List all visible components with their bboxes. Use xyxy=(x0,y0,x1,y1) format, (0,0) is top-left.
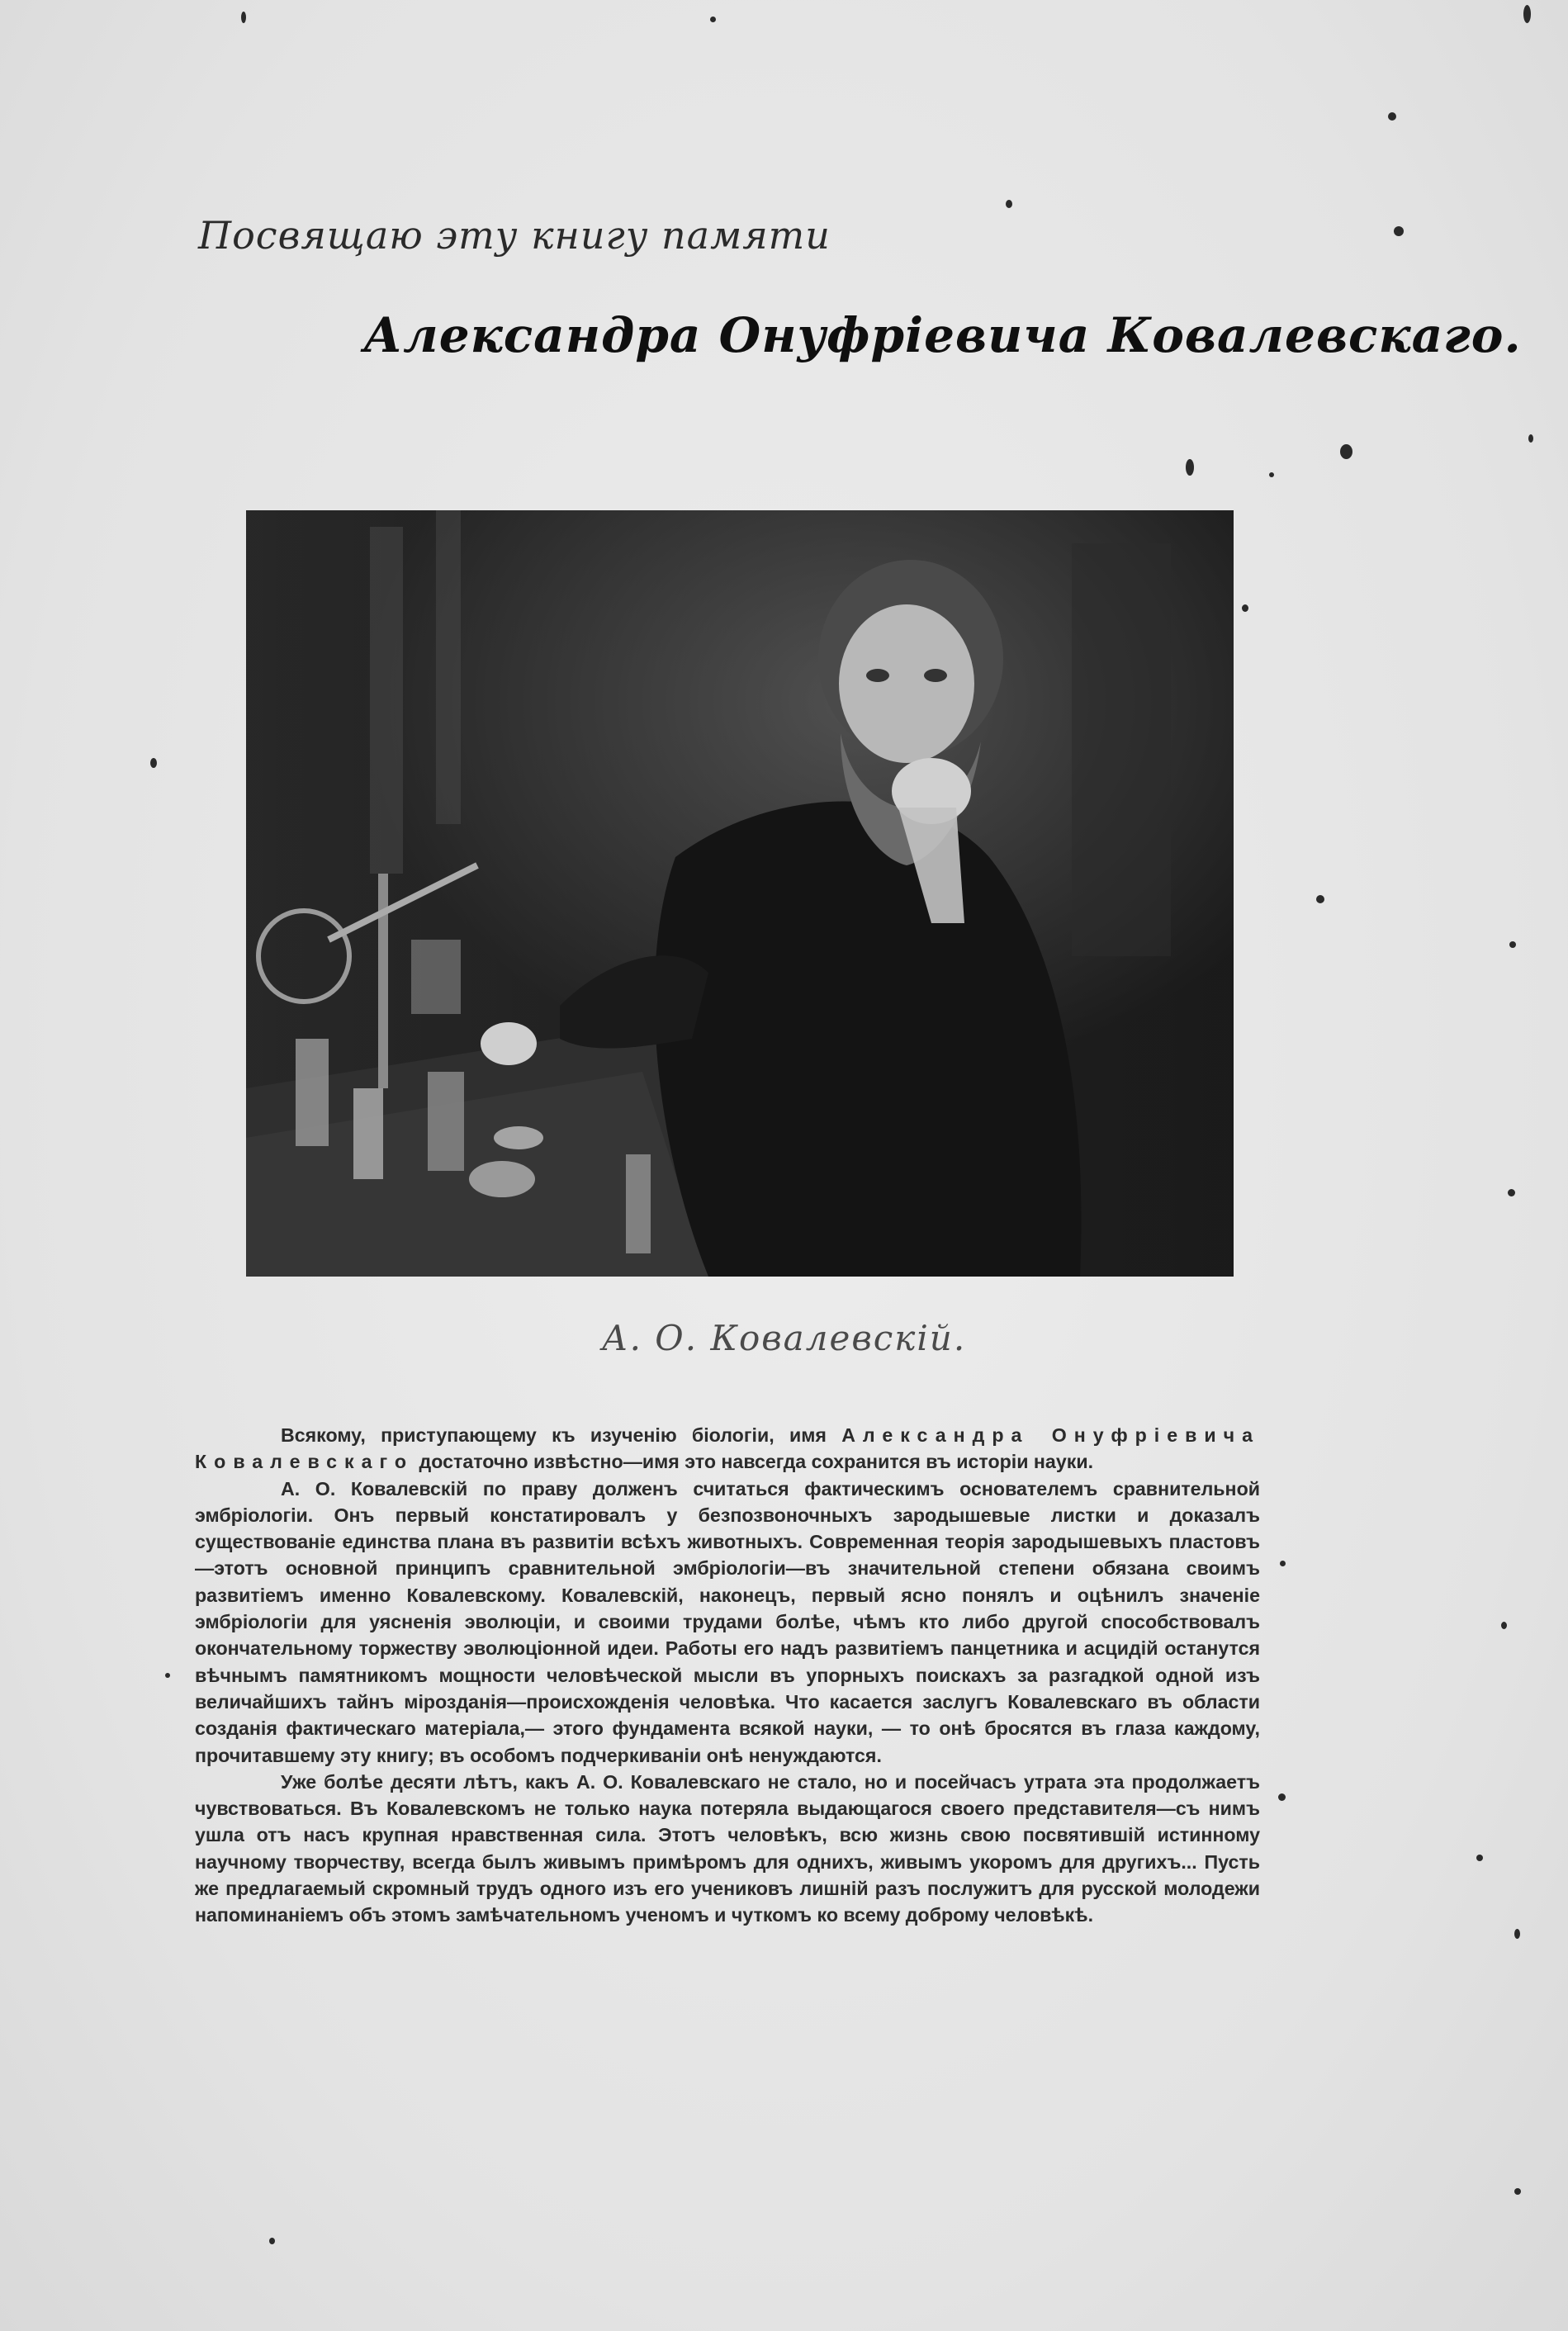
scan-speck xyxy=(1280,1561,1286,1566)
scan-speck xyxy=(1186,459,1194,476)
paragraph-intro-start: Всякому, приступающему къ изученію біологіи, имя xyxy=(281,1424,842,1446)
scan-speck xyxy=(1269,472,1274,477)
scan-speck xyxy=(1514,1929,1520,1939)
scan-speck xyxy=(241,12,246,23)
portrait-photo-icon xyxy=(246,510,1234,1277)
scan-speck xyxy=(269,2238,275,2244)
spaced-name: Александра Онуфріевича Ковалевскаго xyxy=(195,1424,1260,1473)
scan-speck xyxy=(1501,1622,1507,1629)
scan-speck xyxy=(1394,226,1404,236)
scan-speck xyxy=(1388,112,1396,121)
paragraph-legacy: Уже болѣе десяти лѣтъ, какъ А. О. Ковалевскаго не стало, но и посейчасъ утрата эта продолжаетъ чувствоваться. Въ Ковалевскомъ не только наука потеряла выдающагося своего представителя—съ нимъ ушла отъ насъ крупная нравственная сила. Этотъ человѣкъ, всю жизнь свою посвятившій истинному научному творчеству, всегда былъ живымъ примѣромъ для однихъ, живымъ укоромъ для другихъ... Пусть же предлагаемый скромный трудъ одного изъ его учениковъ лишній разъ послужитъ для русской молодежи напоминаніемъ объ этомъ замѣчательномъ ученомъ и чуткомъ ко всему доброму человѣкѣ. xyxy=(195,1770,1260,1926)
scan-speck xyxy=(1514,2188,1521,2195)
scan-speck xyxy=(150,758,157,768)
paragraph-contributions: А. О. Ковалевскій по праву долженъ считаться фактическимъ основателемъ сравнительной эмбріологіи. Онъ первый констатировалъ у безпозвоночныхъ зародышевые листки и доказалъ существованіе единства плана въ развитіи всѣхъ животныхъ. Современная теорія зародышевыхъ пластовъ—этотъ основной принципъ сравнительной эмбріологіи—въ значительной степени обязана своимъ развитіемъ именно Ковалевскому. Ковалевскій, наконецъ, первый ясно понялъ и оцѣнилъ значеніе эмбріологіи для уясненія эволюціи, и своими трудами болѣе, чѣмъ кто либо другой способствовалъ окончательному торжеству эволюціонной идеи. Работы его надъ развитіемъ панцетника и асцидій останутся вѣчнымъ памятникомъ мощности человѣческой мысли въ упорныхъ поискахъ за разгадкой одной изъ величайшихъ тайнъ мірозданія—происхожденія человѣка. Что касается заслугъ Ковалевскаго въ области созданія фактическаго матеріала,— этого фундамента всякой науки, — то онѣ бросятся въ глаза каждому, прочитавшему эту книгу; въ особомъ подчеркиваніи онѣ ненуждаются. xyxy=(195,1477,1260,1766)
scan-speck xyxy=(1528,434,1533,443)
scan-speck xyxy=(1006,200,1012,208)
scan-speck xyxy=(1523,5,1531,23)
scan-speck xyxy=(1476,1855,1483,1861)
dedication-honoree: Александра Онуфріевича Ковалевскаго. xyxy=(363,307,1522,363)
scan-speck xyxy=(1278,1793,1286,1801)
dedication-line: Посвящаю эту книгу памяти xyxy=(198,213,831,258)
foreword-text xyxy=(195,1422,1260,1929)
scan-speck xyxy=(1340,444,1352,459)
portrait-caption: А. О. Ковалевскій. xyxy=(601,1318,967,1358)
scan-speck xyxy=(1316,895,1324,903)
scan-speck xyxy=(1242,604,1248,612)
scan-speck xyxy=(1509,941,1516,948)
paragraph-intro-end: достаточно извѣстно—имя это навсегда сохранится въ исторіи науки. xyxy=(414,1451,1094,1473)
portrait-illustration xyxy=(246,510,1234,1277)
scan-speck xyxy=(1508,1189,1515,1196)
scan-speck xyxy=(165,1673,170,1678)
scan-speck xyxy=(710,17,716,22)
paragraph-intro xyxy=(195,1422,1260,1476)
